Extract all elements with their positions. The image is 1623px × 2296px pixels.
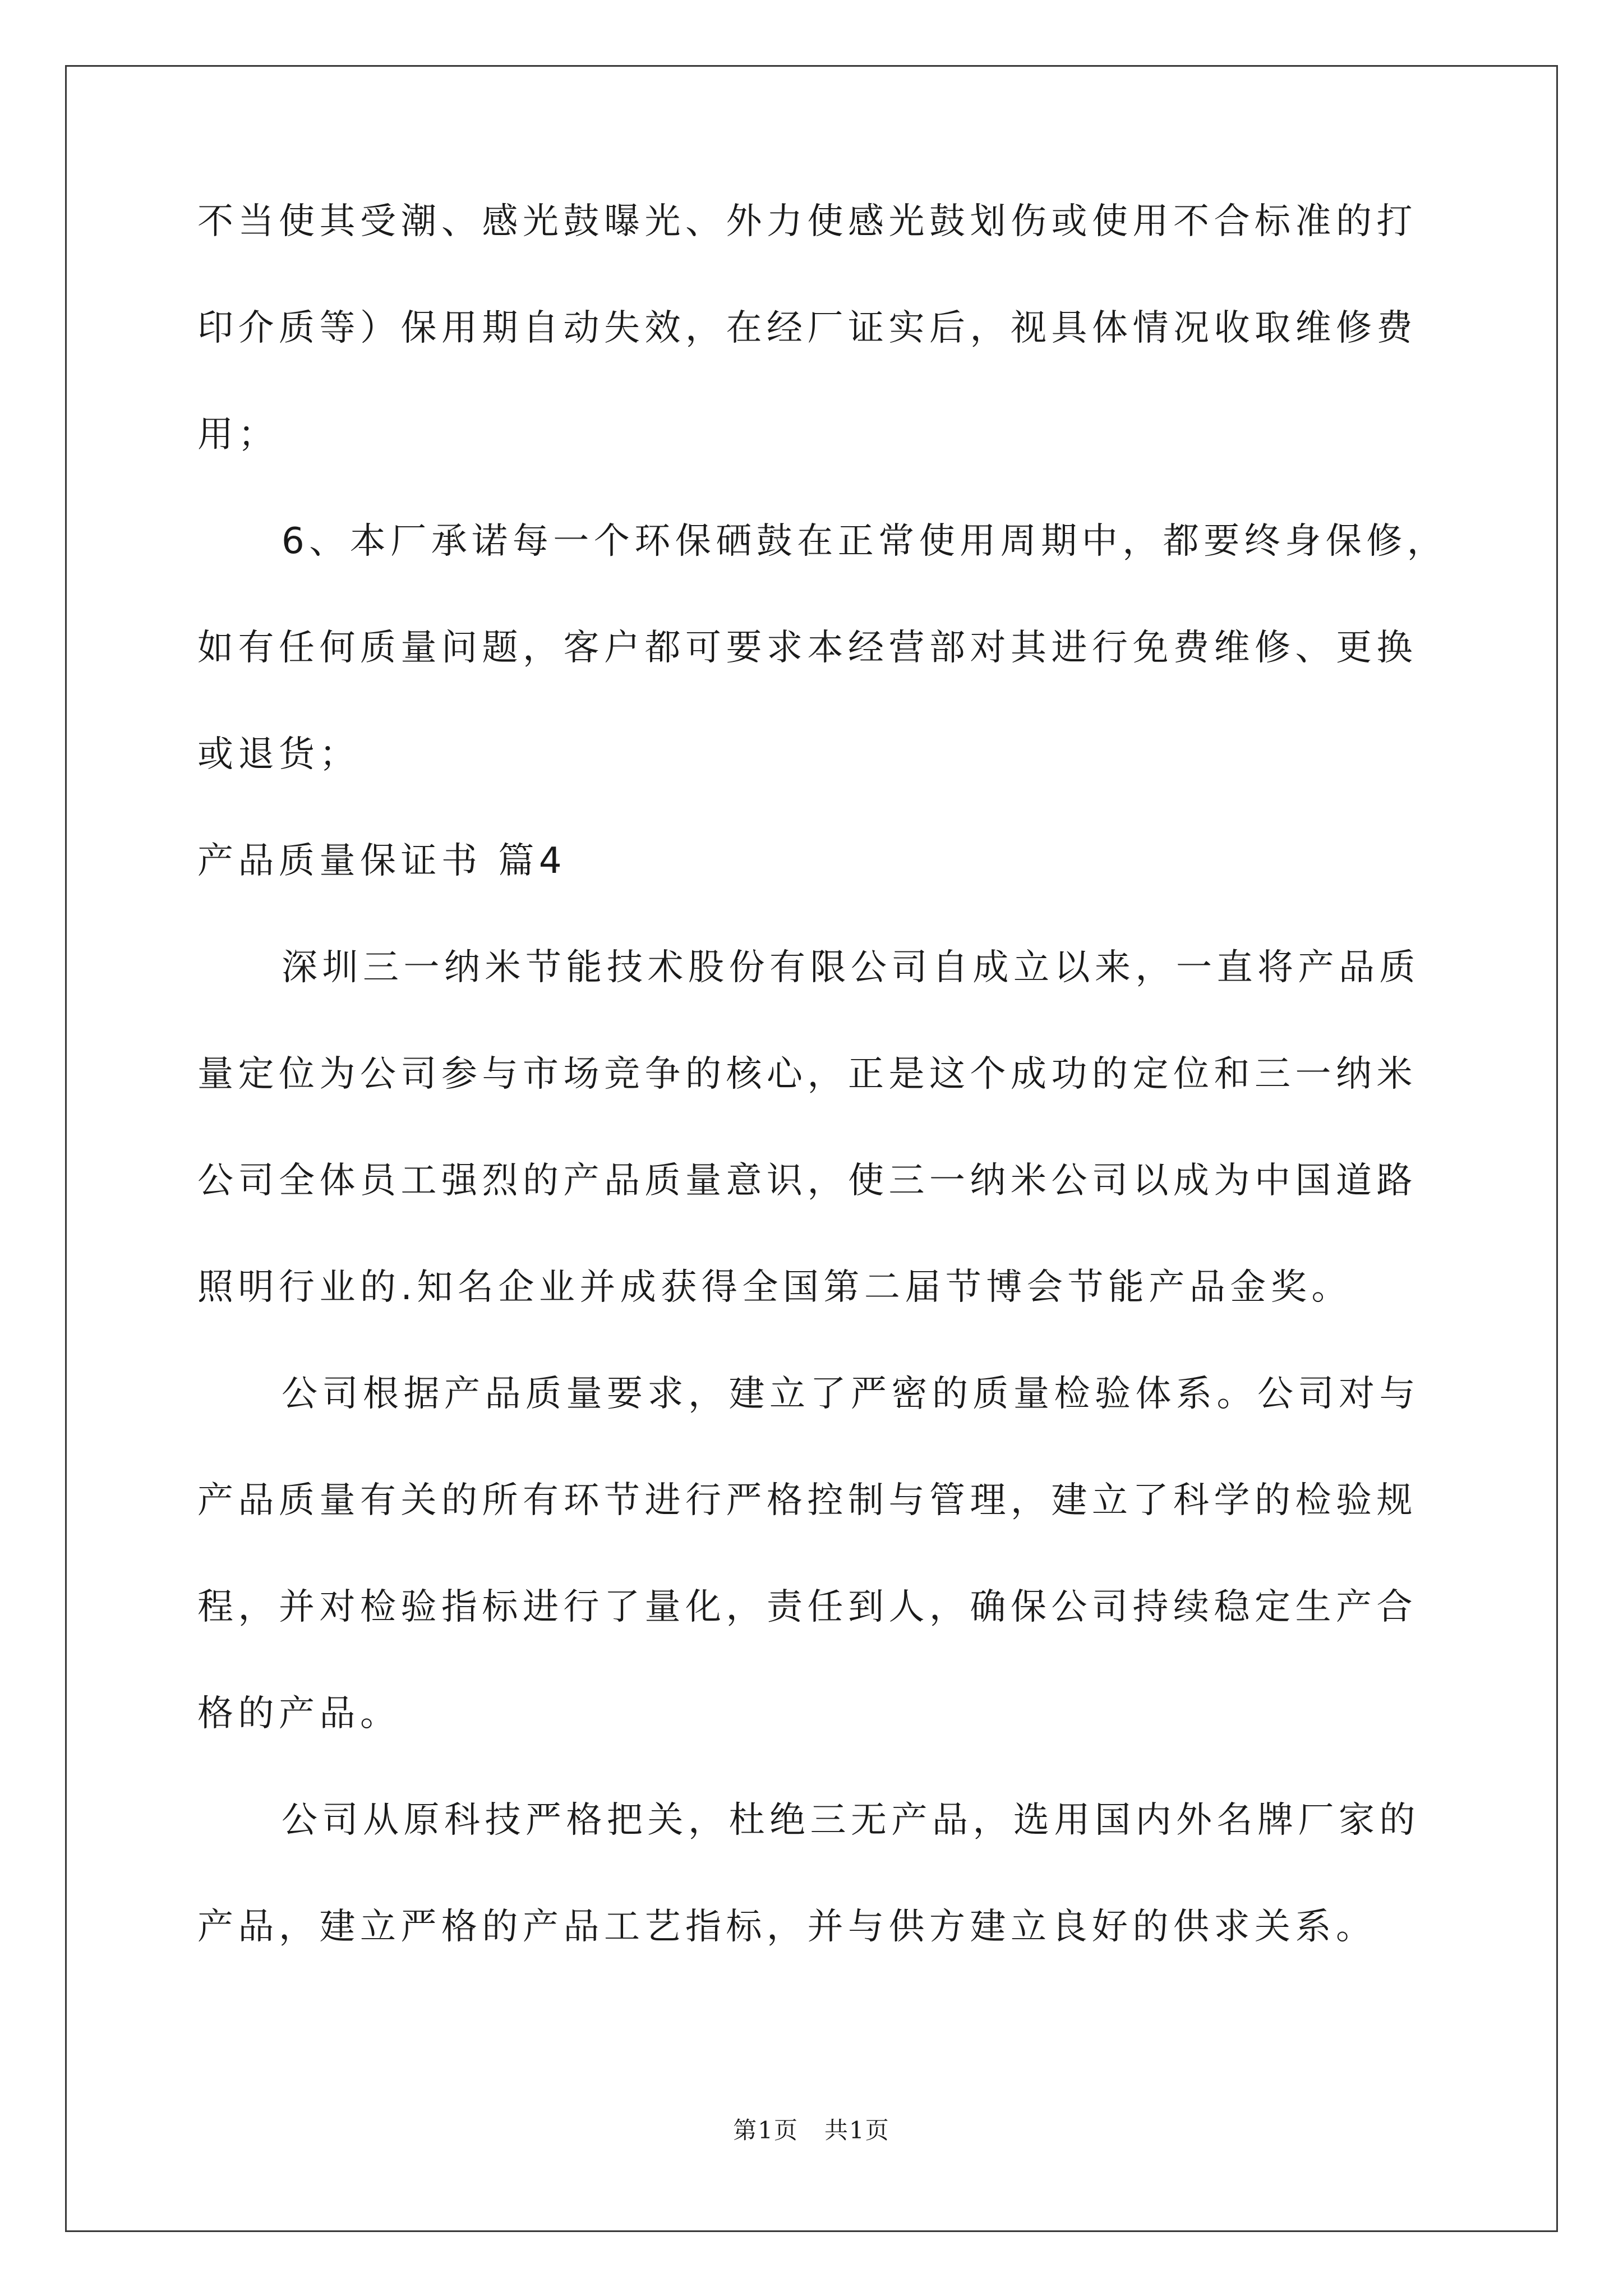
paragraph-start-line: 6、本厂承诺每一个环保硒鼓在正常使用周期中，都要终身保修， <box>282 521 1448 562</box>
document-body <box>197 199 1448 2011</box>
text-line: 公司全体员工强烈的产品质量意识，使三一纳米公司以成为中国道路 <box>197 1160 1417 1202</box>
text-line: 程，并对检验指标进行了量化，责任到人，确保公司持续稳定生产合 <box>197 1586 1417 1628</box>
page-total: 共1页 <box>824 2116 890 2144</box>
text-line: 或退货； <box>197 734 360 775</box>
page-footer <box>0 2114 1623 2147</box>
paragraph-start-line: 深圳三一纳米节能技术股份有限公司自成立以来，一直将产品质 <box>282 947 1420 988</box>
text-line: 用； <box>197 414 279 455</box>
paragraph-start-line: 公司根据产品质量要求，建立了严密的质量检验体系。公司对与 <box>282 1373 1420 1415</box>
page-number: 第1页 <box>733 2116 799 2144</box>
text-line: 印介质等）保用期自动失效，在经厂证实后，视具体情况收取维修费 <box>197 307 1417 349</box>
text-line: 格的产品。 <box>197 1693 401 1734</box>
paragraph-start-line: 公司从原科技严格把关，杜绝三无产品，选用国内外名牌厂家的 <box>282 1800 1420 1841</box>
text-line: 如有任何质量问题，客户都可要求本经营部对其进行免费维修、更换 <box>197 627 1417 669</box>
text-line: 产品，建立严格的产品工艺指标，并与供方建立良好的供求关系。 <box>197 1906 1377 1948</box>
text-line: 照明行业的.知名企业并成获得全国第二届节博会节能产品金奖。 <box>197 1267 1352 1308</box>
text-line: 不当使其受潮、感光鼓曝光、外力使感光鼓划伤或使用不合标准的打 <box>197 201 1417 242</box>
section-heading: 产品质量保证书 篇4 <box>197 840 567 882</box>
text-line: 量定位为公司参与市场竞争的核心，正是这个成功的定位和三一纳米 <box>197 1053 1417 1095</box>
text-line: 产品质量有关的所有环节进行严格控制与管理，建立了科学的检验规 <box>197 1480 1417 1521</box>
